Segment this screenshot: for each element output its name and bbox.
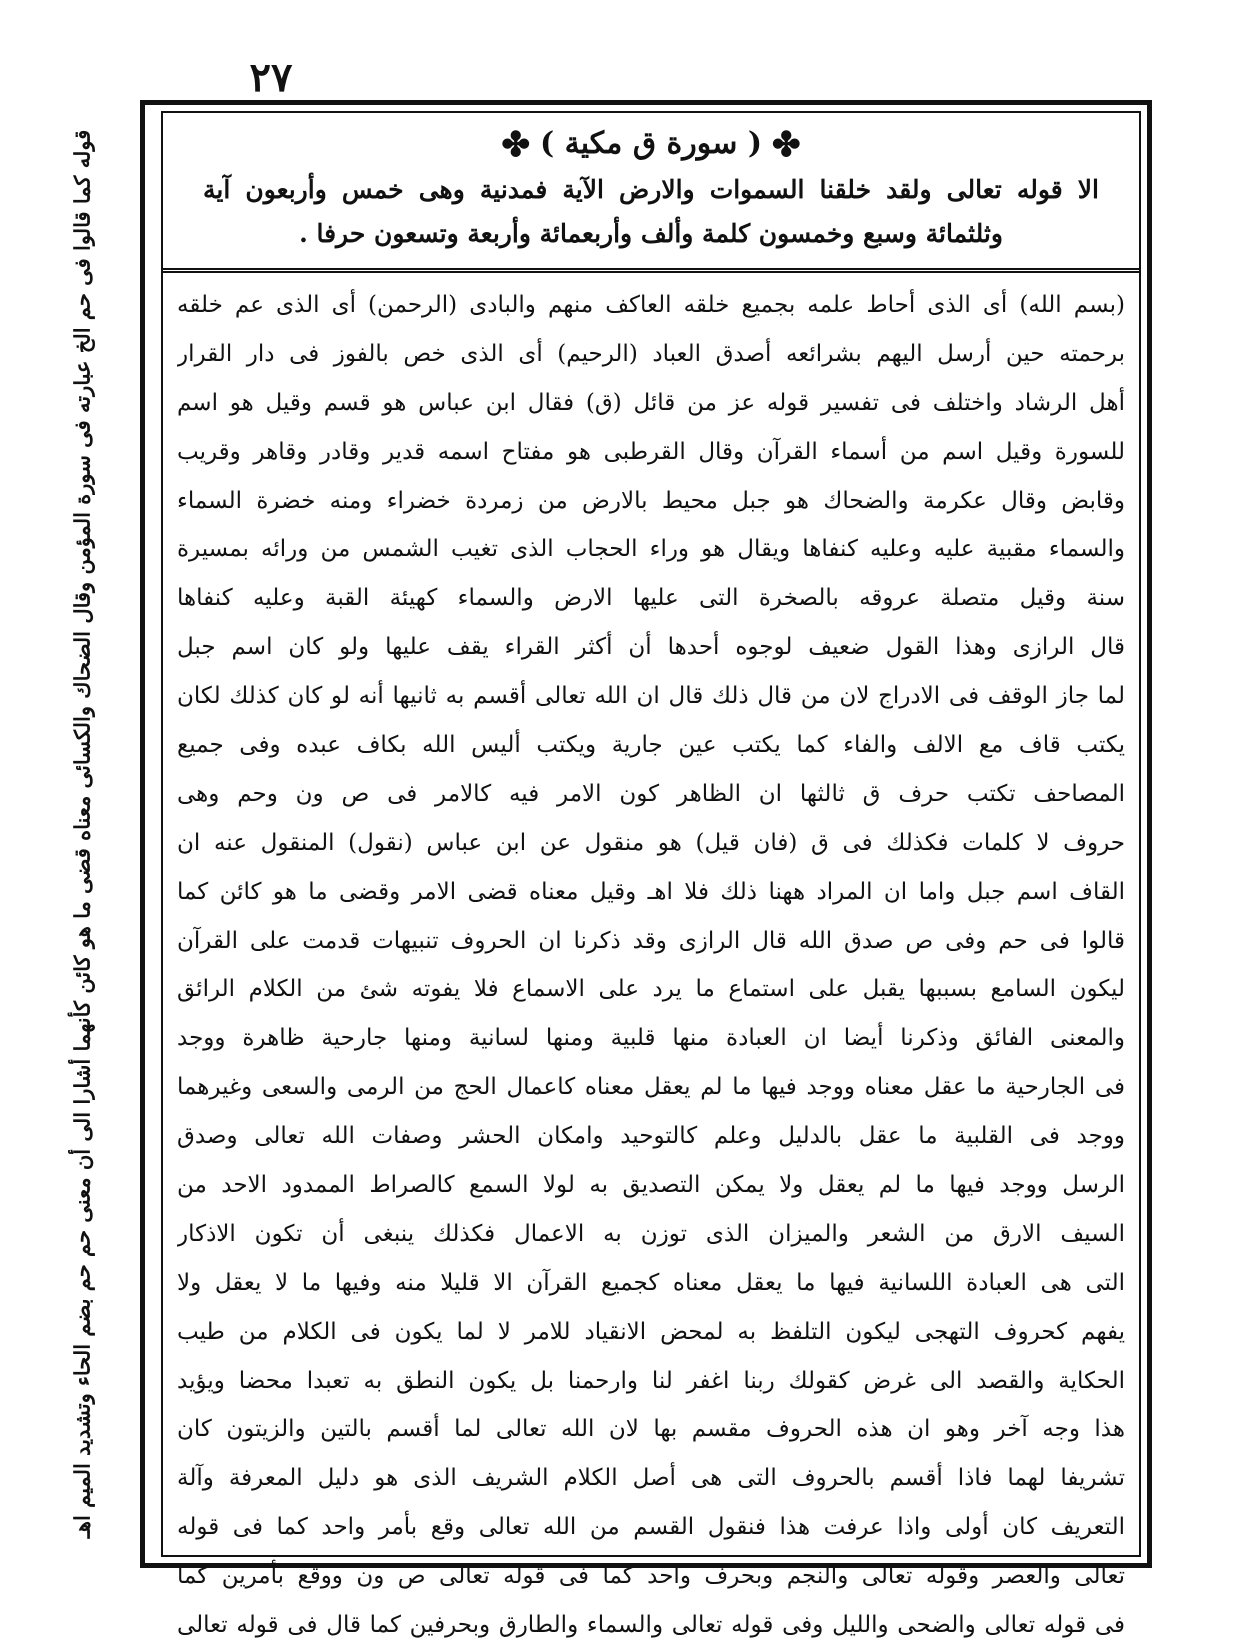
text-line: ووجد فى القلبية ما عقل بالدليل وعلم كالتوحيد وامكان الحشر وصفات الله تعالى وصدق bbox=[177, 1123, 1125, 1150]
text-line: يكتب قاف مع الالف والفاء كما يكتب عين جارية ويكتب أليس الله بكاف عبده وفى جميع bbox=[177, 732, 1125, 759]
text-line: المصاحف تكتب حرف ق ثالثها ان الظاهر كون الامر فيه كالامر فى ص ون وحم وهى bbox=[177, 780, 1125, 807]
text-line: ليكون السامع بسببها يقبل على استماع ما يرد على الاسماع فلا يفوته شئ من الكلام الرائق bbox=[177, 976, 1125, 1003]
text-line: والمعنى الفائق وذكرنا أيضا ان العبادة منها قلبية ومنها لسانية ومنها جارحية ظاهرة ووجد bbox=[177, 1025, 1125, 1052]
text-line: القاف اسم جبل واما ان المراد ههنا ذلك فلا اهـ وقيل معناه قضى الامر وقضى ما هو كائن كما bbox=[177, 878, 1125, 905]
page-frame bbox=[140, 100, 1152, 1639]
surah-intro bbox=[203, 168, 1099, 256]
text-line: الرسل ووجد فيها ما لم يعقل ولا يمكن التصديق به لولا السمع كالصراط الممدود الاحد من bbox=[177, 1172, 1125, 1199]
text-line: الحكاية والقصد الى غرض كقولك ربنا اغفر لنا وارحمنا بل يكون النطق به تعبدا محضا ويؤيد bbox=[177, 1367, 1125, 1394]
text-line: للسورة وقيل اسم من أسماء القرآن وقال القرطبى هو مفتاح اسمه قدير وقادر وقاهر وقريب bbox=[177, 438, 1125, 465]
margin-note bbox=[52, 100, 112, 1568]
text-line: السيف الارق من الشعر والميزان الذى توزن به الاعمال فكذلك ينبغى أن تكون الاذكار bbox=[177, 1220, 1125, 1247]
surah-title: ( سورة ق مكية ) bbox=[539, 126, 763, 161]
surah-title-row bbox=[203, 121, 1099, 168]
surah-header bbox=[163, 113, 1139, 273]
text-line: سنة وقيل متصلة عروقه بالصخرة التى عليها الارض والسماء كهيئة القبة وعليه كنفاها bbox=[177, 585, 1125, 612]
text-line: حروف لا كلمات فكذلك فى ق (فان قيل) هو منقول عن ابن عباس (نقول) المنقول عنه ان bbox=[177, 829, 1125, 856]
text-frame bbox=[161, 111, 1141, 1639]
text-line: قالوا فى حم وفى ص صدق الله قال الرازى وقد ذكرنا ان الحروف تنبيهات قدمت على القرآن bbox=[177, 927, 1125, 954]
text-line: التعريف كان أولى واذا عرفت هذا فنقول القسم من الله تعالى وقع بأمر واحد كما فى قوله bbox=[177, 1514, 1125, 1541]
text-line: فى الجارحية ما عقل معناه ووجد فيها ما لم يعقل معناه كاعمال الحج من الرمى والسعى وغيرهما bbox=[177, 1074, 1125, 1101]
text-line: هذا وجه آخر وهو ان هذه الحروف مقسم بها لان الله تعالى لما أقسم بالتين والزيتون كان bbox=[177, 1416, 1125, 1443]
surah-intro-line: الا قوله تعالى ولقد خلقنا السموات والارض الآية فمدنية وهى خمس وأربعون آية bbox=[203, 175, 1099, 204]
text-line: تعالى والعصر وقوله تعالى والنجم وبحرف واحد كما فى قوله تعالى ص ون ووقع بأمرين كما bbox=[177, 1563, 1125, 1590]
text-line: لما جاز الوقف فى الادراج لان من قال ذلك قال ان الله تعالى أقسم به ثانيها أنه لو كان كذلك لكان bbox=[177, 683, 1125, 710]
text-line: قال الرازى وهذا القول ضعيف لوجوه أحدها أن أكثر القراء يقف عليها ولو كان اسم جبل bbox=[177, 634, 1125, 661]
ornament-icon: ✤ bbox=[501, 125, 530, 165]
text-line: وقابض وقال عكرمة والضحاك هو جبل محيط بالارض من زمردة خضراء ومنه خضرة السماء bbox=[177, 487, 1125, 514]
text-line: يفهم كحروف التهجى ليكون التلفظ به لمحض الانقياد للامر لا لما يكون فى الكلام من طيب bbox=[177, 1318, 1125, 1345]
page-number: ٢٧ bbox=[249, 54, 293, 101]
commentary-body bbox=[177, 281, 1125, 1639]
text-line: أهل الرشاد واختلف فى تفسير قوله عز من قائل (ق) فقال ابن عباس هو قسم وقيل هو اسم bbox=[177, 389, 1125, 416]
surah-intro-line: وثلثمائة وسبع وخمسون كلمة وألف وأربعمائة وأربعة وتسعون حرفا . bbox=[299, 219, 1003, 248]
text-line: برحمته حين أرسل اليهم بشرائعه أصدق العباد (الرحيم) أى الذى خص بالفوز فى دار القرار bbox=[177, 340, 1125, 367]
margin-note-text: قوله كما قالوا فى حم الخ عبارته فى سورة المؤمن وقال الضحاك والكسائى معناه قضى ما هو كائن كأنهما أشارا الى أن معنى حم حم بضم الحاء وتشديد الميم اهـ bbox=[69, 129, 95, 1539]
text-line: تشريفا لهما فاذا أقسم بالحروف التى هى أصل الكلام الشريف الذى هو دليل المعرفة وآلة bbox=[177, 1465, 1125, 1492]
text-line: (بسم الله) أى الذى أحاط علمه بجميع خلقه العاكف منهم والبادى (الرحمن) أى الذى عم خلقه bbox=[177, 292, 1125, 318]
text-line: التى هى العبادة اللسانية فيها ما يعقل معناه كجميع القرآن الا قليلا منه وفيها ما لا يعقل ولا bbox=[177, 1269, 1125, 1296]
text-line: فى قوله تعالى والضحى والليل وفى قوله تعالى والسماء والطارق وبحرفين كما قال فى قوله تعالى bbox=[177, 1612, 1125, 1639]
text-line: والسماء مقبية عليه وعليه كنفاها ويقال هو وراء الحجاب الذى تغيب الشمس من ورائه بمسيرة bbox=[177, 536, 1125, 563]
ornament-icon: ✤ bbox=[772, 125, 801, 165]
